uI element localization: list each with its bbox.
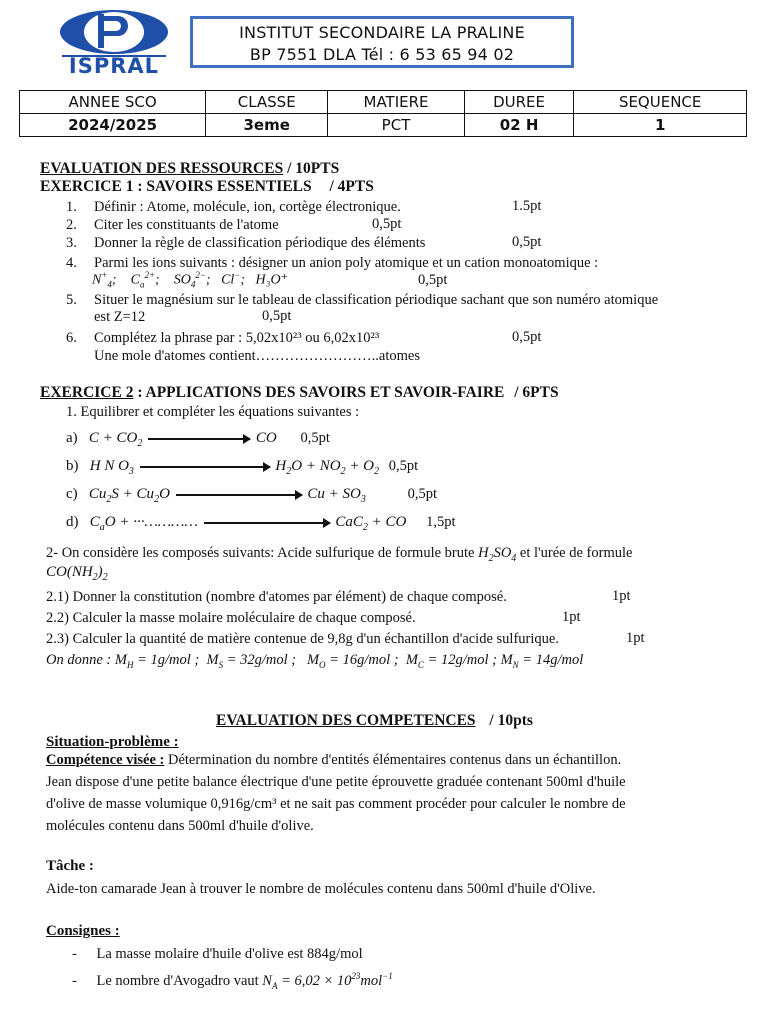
ex2-title-rest: : APPLICATIONS DES SAVOIRS ET SAVOIR-FAIRE xyxy=(133,384,505,401)
ex2-question-2: 2- On considère les composés suivants: Acide sulfurique de formule brute $H_2SO_4$ et l'urée de formule xyxy=(46,545,633,564)
ex1-item-5-line2: est Z=12 xyxy=(94,309,146,325)
value-classe: 3eme xyxy=(206,114,328,137)
header-sequence: SEQUENCE xyxy=(574,91,747,114)
ressources-points: / 10PTS xyxy=(287,160,340,177)
q2-intro-mid: et l'urée de formule xyxy=(519,545,633,561)
table-row xyxy=(20,114,747,137)
ex1-points: / 4PTS xyxy=(329,178,374,195)
molar-masses-given: On donne : $M_H = 1g/mol$ ; $M_S = 32g/mol$ ; $M_O = 16g/mol$ ; $M_C = 12g/mol$ ; $M_N = 14g/mol$ xyxy=(46,652,584,670)
header-classe: CLASSE xyxy=(206,91,328,114)
school-name: INSTITUT SECONDAIRE LA PRALINE xyxy=(239,23,525,42)
reaction-arrow-icon xyxy=(148,438,250,440)
equation-label: c) xyxy=(66,486,78,502)
q2-item-2-points: 1pt xyxy=(562,609,581,625)
tache-label: Tâche : xyxy=(46,858,94,874)
school-header xyxy=(190,16,574,68)
item-number: 4. xyxy=(66,255,77,271)
bullet-dash-icon: - xyxy=(72,946,77,962)
school-contact: BP 7551 DLA Tél : 6 53 65 94 02 xyxy=(249,45,515,64)
ex2-points: / 6PTS xyxy=(514,384,559,401)
situation-paragraph-line-3: molécules contenu dans 500ml d'huile d'olive. xyxy=(46,818,314,834)
ex1-item-6 xyxy=(66,329,379,347)
value-duree: 02 H xyxy=(464,114,574,137)
q2-item-3: 2.3) Calculer la quantité de matière contenue de 9,8g d'un échantillon d'acide sulfurique. xyxy=(46,631,559,647)
value-matiere: PCT xyxy=(328,114,465,137)
equation-label: a) xyxy=(66,430,78,446)
ion-list: $N^+_4$; $C_a^{2+}$; $SO_4^{2-}$; Cl−; H₃O⁺ xyxy=(92,270,289,290)
school-logo xyxy=(58,8,170,80)
bullet-dash-icon: - xyxy=(72,972,77,989)
header-annee: ANNEE SCO xyxy=(20,91,206,114)
ex1-item-5-points: 0,5pt xyxy=(262,308,292,324)
consigne-item-2 xyxy=(72,966,393,997)
item-number: 3. xyxy=(66,235,77,251)
ex1-item-1-points: 1.5pt xyxy=(512,198,542,214)
ion-ammonium: N xyxy=(92,272,102,288)
equation-points: 0,5pt xyxy=(407,486,438,502)
equation-points: 0,5pt xyxy=(300,430,330,446)
ex1-item-2-points: 0,5pt xyxy=(372,216,402,232)
ex2-question-1: 1. Equilibrer et compléter les équations suivantes : xyxy=(66,404,360,420)
q2-item-1-points: 1pt xyxy=(612,588,631,604)
situation-paragraph-line-1: Jean dispose d'une petite balance électrique d'une petite éprouvette graduée contenant 500ml d'huile xyxy=(46,774,626,790)
consignes-label xyxy=(46,923,120,940)
ressources-title xyxy=(40,160,339,178)
item-text: Complétez la phrase par : 5,02x10²³ ou 6,02x10²³ xyxy=(94,330,380,346)
ex1-title-text: EXERCICE 1 : SAVOIRS ESSENTIELS xyxy=(40,178,312,195)
competence-label: Compétence visée : xyxy=(46,752,165,768)
item-number: 6. xyxy=(66,330,77,346)
consigne-item-1 xyxy=(72,944,363,965)
reaction-arrow-icon xyxy=(204,522,330,524)
q2-item-2: 2.2) Calculer la masse molaire moléculaire de chaque composé. xyxy=(46,610,416,626)
ex2-title xyxy=(40,384,559,402)
ex1-item-1 xyxy=(66,198,401,216)
ex1-title xyxy=(40,178,374,196)
consignes-label-text: Consignes : xyxy=(46,923,120,939)
situation-label-text: Situation-problème : xyxy=(46,734,179,750)
reaction-arrow-icon xyxy=(176,494,302,496)
equation-d: d) $C_aO$ + ···………… CaC$_2$ + CO 1,5pt xyxy=(66,514,456,533)
q2-intro: 2- On considère les composés suivants: Acide sulfurique de formule brute xyxy=(46,545,475,561)
competence-line xyxy=(46,750,726,771)
ex1-item-6-points: 0,5pt xyxy=(512,329,542,345)
competence-text: Détermination du nombre d'entités élémentaires contenus dans un échantillon. xyxy=(164,752,622,768)
ex2-title-text: EXERCICE 2 xyxy=(40,384,134,401)
q2-item-1: 2.1) Donner la constitution (nombre d'atomes par élément) de chaque composé. xyxy=(46,589,507,605)
reaction-arrow-icon xyxy=(140,466,270,468)
ex1-item-3 xyxy=(66,234,425,252)
item-text: Parmi les ions suivants : désigner un anion poly atomique et un cation monoatomique : xyxy=(94,255,599,271)
equation-points: 1,5pt xyxy=(426,514,456,530)
equation-label: d) xyxy=(66,514,79,530)
item-text: Donner la règle de classification périodique des éléments xyxy=(94,235,426,251)
exam-info-table xyxy=(19,90,747,137)
item-number: 1. xyxy=(66,199,77,215)
consigne-text: Le nombre d'Avogadro vaut xyxy=(96,972,259,989)
competences-title-text: EVALUATION DES COMPETENCES xyxy=(216,712,476,729)
item-number: 5. xyxy=(66,292,77,308)
ex1-item-6-line2: Une mole d'atomes contient……………………..atomes xyxy=(94,348,420,364)
ion-hydronium: H₃O⁺ xyxy=(255,272,289,288)
ex1-item-3-points: 0,5pt xyxy=(512,234,542,250)
competences-title xyxy=(216,712,533,730)
avogadro-formula: $N_A = 6,02 \times 10^{23}mol^{-1}$ xyxy=(262,971,393,991)
ion-chloride: Cl xyxy=(221,272,235,288)
header-duree: DUREE xyxy=(464,91,574,114)
equation-c: c) $Cu_2S + Cu_2O$ $Cu + SO_3$ 0,5pt xyxy=(66,486,438,505)
value-annee: 2024/2025 xyxy=(20,114,206,137)
equation-b: b) H N $O_3$ $H_2O + NO_2 + O_2$ 0,5pt xyxy=(66,458,419,477)
tache-text: Aide-ton camarade Jean à trouver le nombre de molécules contenu dans 500ml d'huile d'Olive. xyxy=(46,881,596,897)
q2-item-3-points: 1pt xyxy=(626,630,645,646)
table-header-row xyxy=(20,91,747,114)
equation-a: a) $C + CO_2$ CO 0,5pt xyxy=(66,430,330,449)
ex1-item-2 xyxy=(66,216,279,234)
equation-points: 0,5pt xyxy=(388,458,419,474)
item-number: 2. xyxy=(66,217,77,233)
ex1-item-5 xyxy=(66,291,658,309)
item-text: Situer le magnésium sur le tableau de classification périodique sachant que son numéro atomique xyxy=(94,292,659,308)
item-text: Définir : Atome, molécule, ion, cortège électronique. xyxy=(94,199,401,215)
item-text: Citer les constituants de l'atome xyxy=(94,217,279,233)
competences-points: / 10pts xyxy=(489,712,533,729)
logo-name: ISPRAL xyxy=(68,54,160,78)
situation-paragraph-line-2: d'olive de masse volumique 0,916g/cm³ et ne sait pas comment procéder pour calculer le nombre de xyxy=(46,796,626,812)
consigne-text: La masse molaire d'huile d'olive est 884g/mol xyxy=(96,946,363,962)
ressources-title-text: EVALUATION DES RESSOURCES xyxy=(40,160,284,177)
value-sequence: 1 xyxy=(574,114,747,137)
situation-label xyxy=(46,734,179,751)
urea-formula: $CO(NH_2)_2$ xyxy=(46,564,108,583)
ex1-item-4-points: 0,5pt xyxy=(418,272,448,288)
equation-label: b) xyxy=(66,458,79,474)
ion-calcium: C xyxy=(130,272,140,288)
header-matiere: MATIERE xyxy=(328,91,465,114)
ion-sulfate: SO xyxy=(173,272,191,288)
